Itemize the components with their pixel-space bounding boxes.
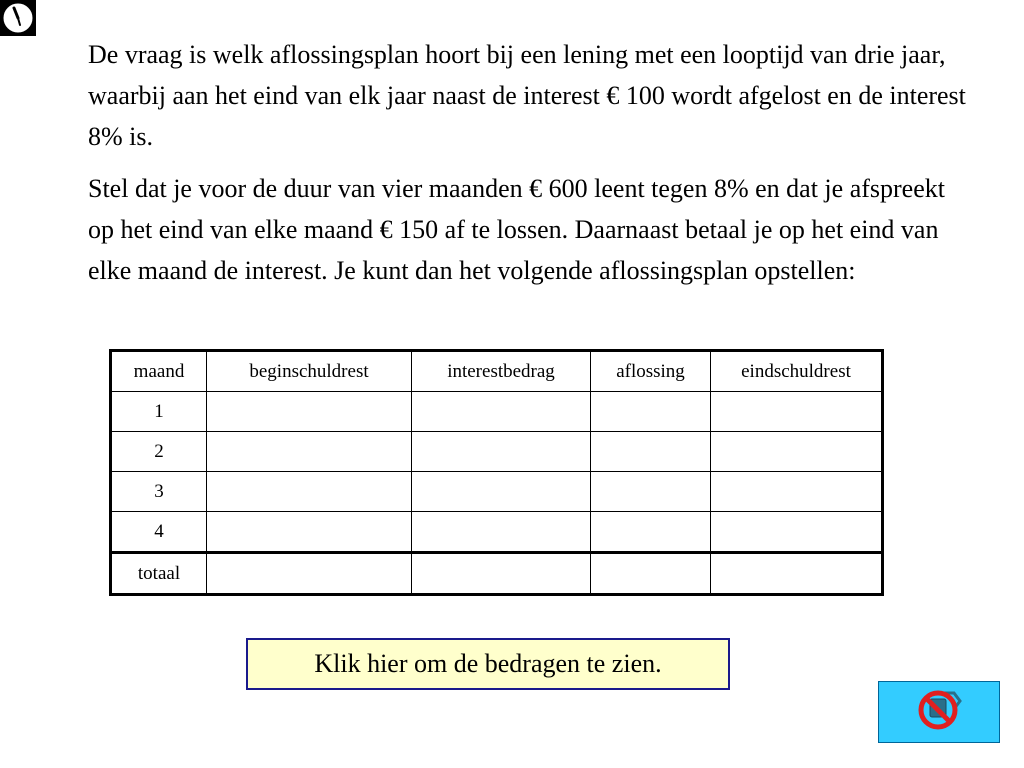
- table-cell: [591, 553, 711, 595]
- table-cell: 3: [111, 472, 207, 512]
- table-cell: [207, 392, 412, 432]
- table-cell: [412, 553, 591, 595]
- table-cell: [711, 432, 883, 472]
- table-total-row: [111, 553, 883, 595]
- table-cell: 4: [111, 512, 207, 553]
- header-maand: maand: [111, 351, 207, 392]
- table-cell: [591, 392, 711, 432]
- table-cell: [711, 512, 883, 553]
- show-amounts-button[interactable]: [246, 638, 730, 690]
- table-cell: [207, 432, 412, 472]
- table-cell: [412, 432, 591, 472]
- header-interestbedrag: interestbedrag: [412, 351, 591, 392]
- table-cell: [207, 512, 412, 553]
- header-aflossing: aflossing: [591, 351, 711, 392]
- table-cell: [711, 392, 883, 432]
- table-cell: [207, 553, 412, 595]
- no-entry-nav-button[interactable]: [878, 681, 1000, 743]
- clock-icon: [0, 0, 36, 36]
- table-cell: [591, 512, 711, 553]
- header-eindschuldrest: eindschuldrest: [711, 351, 883, 392]
- table-cell: [591, 472, 711, 512]
- table-header-row: [111, 351, 883, 392]
- table-row: [111, 472, 883, 512]
- table-cell: 1: [111, 392, 207, 432]
- show-amounts-button-label: Klik hier om de bedragen te zien.: [314, 649, 662, 678]
- table-cell: [412, 512, 591, 553]
- table-row: [111, 512, 883, 553]
- table-row: [111, 432, 883, 472]
- table-cell: [711, 553, 883, 595]
- example-paragraph: Stel dat je voor de duur van vier maanden € 600 leent tegen 8% en dat je afspreekt op het eind van elke maand € 150 af te lossen. Daarnaast betaal je op het eind van elke maand de interest. Je kunt dan het volgende aflossingsplan opstellen:: [88, 174, 945, 285]
- table-row: [111, 392, 883, 432]
- table-cell: [711, 472, 883, 512]
- repayment-schedule-table: [109, 349, 884, 596]
- no-entry-icon: [914, 687, 964, 738]
- table-cell: [412, 472, 591, 512]
- table-cell: [591, 432, 711, 472]
- table-cell: [207, 472, 412, 512]
- header-beginschuldrest: beginschuldrest: [207, 351, 412, 392]
- intro-paragraph: De vraag is welk aflossingsplan hoort bij een lening met een looptijd van drie jaar, waarbij aan het eind van elk jaar naast de interest € 100 wordt afgelost en de interest 8% is.: [88, 40, 966, 151]
- table-cell: 2: [111, 432, 207, 472]
- table-cell: totaal: [111, 553, 207, 595]
- table-cell: [412, 392, 591, 432]
